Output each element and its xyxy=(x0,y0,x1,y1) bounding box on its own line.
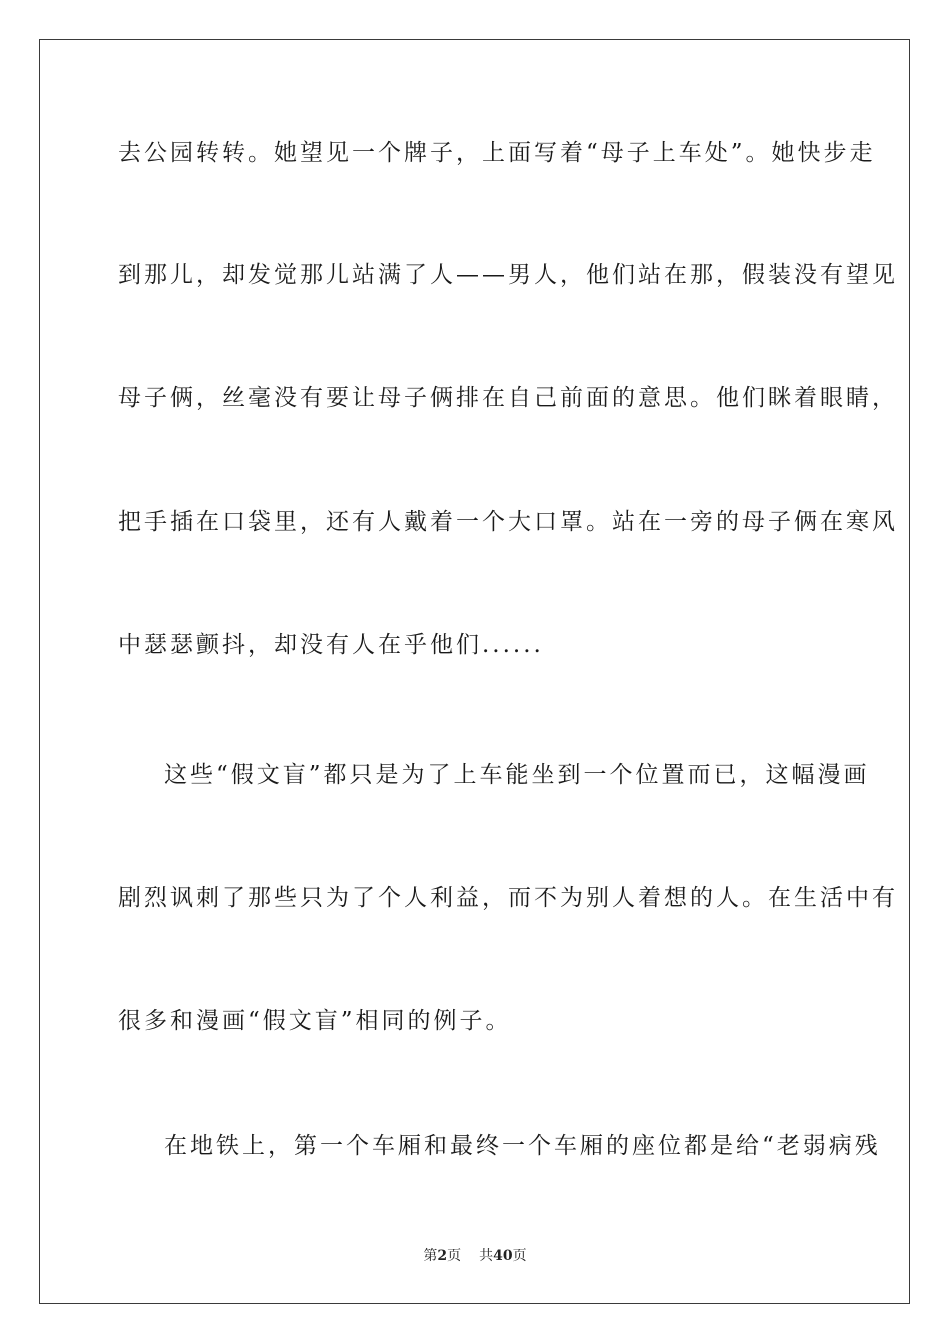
page-prefix: 第 xyxy=(423,1248,438,1264)
text-line: 很多和漫画“假文盲”相同的例子。 xyxy=(118,1008,512,1034)
page-footer xyxy=(0,1246,950,1266)
text-line: 剧烈讽刺了那些只为了个人利益，而不为别人着想的人。在生活中有 xyxy=(118,885,898,911)
page-border xyxy=(39,39,910,1304)
paragraph-first-line: 在地铁上，第一个车厢和最终一个车厢的座位都是给“老弱病残 xyxy=(164,1133,881,1159)
text-line: 中瑟瑟颤抖，却没有人在乎他们...... xyxy=(118,632,544,658)
total-suffix: 页 xyxy=(512,1248,527,1264)
page-suffix: 页 xyxy=(447,1248,462,1264)
text-line: 把手插在口袋里，还有人戴着一个大口罩。站在一旁的母子俩在寒风 xyxy=(118,509,898,535)
paragraph-first-line: 这些“假文盲”都只是为了上车能坐到一个位置而已，这幅漫画 xyxy=(164,762,870,788)
text-line: 母子俩，丝毫没有要让母子俩排在自己前面的意思。他们眯着眼睛， xyxy=(118,385,898,411)
current-page-number: 2 xyxy=(437,1248,448,1264)
text-line: 去公园转转。她望见一个牌子，上面写着“母子上车处”。她快步走 xyxy=(118,140,876,166)
text-line: 到那儿，却发觉那儿站满了人——男人，他们站在那，假装没有望见 xyxy=(118,262,898,288)
total-prefix: 共 xyxy=(479,1248,494,1264)
total-page-count: 40 xyxy=(493,1248,513,1264)
